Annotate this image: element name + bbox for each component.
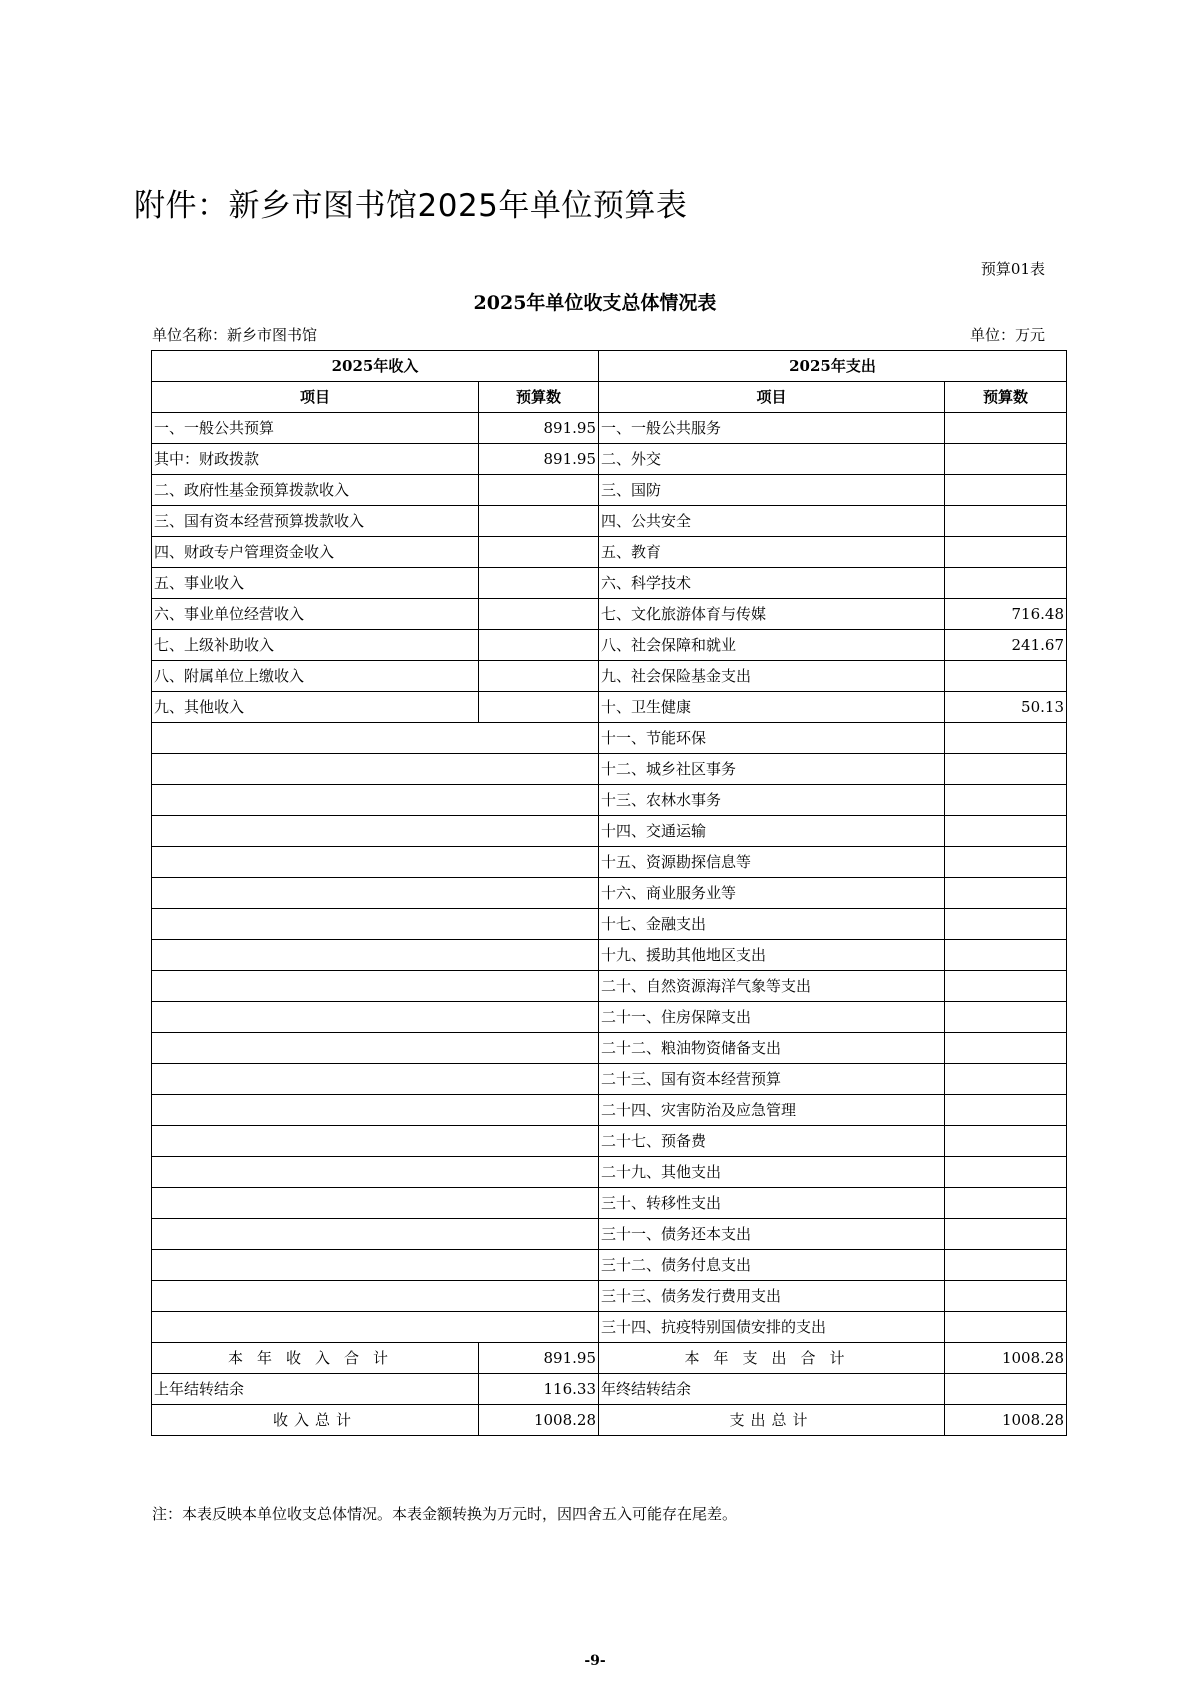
table-row xyxy=(152,1250,1067,1281)
table-row xyxy=(152,537,1067,568)
table-row xyxy=(152,506,1067,537)
table-row xyxy=(152,878,1067,909)
expense-item-header: 项目 xyxy=(599,382,945,413)
expense-item-cell: 一、一般公共服务 xyxy=(599,413,945,444)
income-blank-cell xyxy=(152,785,599,816)
expense-amount-cell xyxy=(945,878,1067,909)
table-note: 注：本表反映本单位收支总体情况。本表金额转换为万元时，因四舍五入可能存在尾差。 xyxy=(152,1505,738,1523)
expense-item-cell: 二十三、国有资本经营预算 xyxy=(599,1064,945,1095)
table-row xyxy=(152,971,1067,1002)
expense-item-cell: 二十四、灾害防治及应急管理 xyxy=(599,1095,945,1126)
income-blank-cell xyxy=(152,1188,599,1219)
year-end-value xyxy=(945,1374,1067,1405)
income-item-cell: 六、事业单位经营收入 xyxy=(152,599,479,630)
expense-amount-header: 预算数 xyxy=(945,382,1067,413)
income-blank-cell xyxy=(152,1002,599,1033)
income-item-cell: 五、事业收入 xyxy=(152,568,479,599)
expense-header: 2025年支出 xyxy=(599,351,1067,382)
expense-item-cell: 四、公共安全 xyxy=(599,506,945,537)
income-item-cell: 八、附属单位上缴收入 xyxy=(152,661,479,692)
expense-amount-cell xyxy=(945,909,1067,940)
expense-amount-cell xyxy=(945,1002,1067,1033)
table-row xyxy=(152,1064,1067,1095)
income-amount-cell xyxy=(479,599,599,630)
income-total-value: 891.95 xyxy=(479,1343,599,1374)
table-row xyxy=(152,413,1067,444)
income-amount-cell xyxy=(479,568,599,599)
budget-table xyxy=(151,350,1067,1436)
expense-amount-cell: 241.67 xyxy=(945,630,1067,661)
unit-label: 单位：万元 xyxy=(969,326,1045,344)
expense-item-cell: 十九、援助其他地区支出 xyxy=(599,940,945,971)
income-blank-cell xyxy=(152,1250,599,1281)
expense-amount-cell xyxy=(945,475,1067,506)
table-row xyxy=(152,568,1067,599)
income-blank-cell xyxy=(152,1033,599,1064)
table-row xyxy=(152,754,1067,785)
expense-item-cell: 三十、转移性支出 xyxy=(599,1188,945,1219)
income-blank-cell xyxy=(152,1281,599,1312)
expense-amount-cell xyxy=(945,1095,1067,1126)
table-row xyxy=(152,1157,1067,1188)
income-amount-header: 预算数 xyxy=(479,382,599,413)
expense-item-cell: 二十、自然资源海洋气象等支出 xyxy=(599,971,945,1002)
income-blank-cell xyxy=(152,878,599,909)
grand-expense-value: 1008.28 xyxy=(945,1405,1067,1436)
expense-item-cell: 十四、交通运输 xyxy=(599,816,945,847)
table-row xyxy=(152,1126,1067,1157)
expense-item-cell: 八、社会保障和就业 xyxy=(599,630,945,661)
table-row xyxy=(152,444,1067,475)
income-item-cell: 一、一般公共预算 xyxy=(152,413,479,444)
table-row xyxy=(152,785,1067,816)
income-blank-cell xyxy=(152,1095,599,1126)
grand-income-value: 1008.28 xyxy=(479,1405,599,1436)
expense-item-cell: 十六、商业服务业等 xyxy=(599,878,945,909)
grand-expense-label: 支出总计 xyxy=(599,1405,945,1436)
expense-amount-cell xyxy=(945,506,1067,537)
carryover-label: 上年结转结余 xyxy=(152,1374,479,1405)
form-code: 预算01表 xyxy=(980,260,1045,278)
income-blank-cell xyxy=(152,847,599,878)
income-blank-cell xyxy=(152,940,599,971)
income-amount-cell xyxy=(479,506,599,537)
expense-amount-cell xyxy=(945,568,1067,599)
expense-item-cell: 十、卫生健康 xyxy=(599,692,945,723)
expense-amount-cell xyxy=(945,1064,1067,1095)
income-item-header: 项目 xyxy=(152,382,479,413)
income-item-cell: 七、上级补助收入 xyxy=(152,630,479,661)
table-row xyxy=(152,661,1067,692)
income-amount-cell xyxy=(479,630,599,661)
table-row xyxy=(152,909,1067,940)
expense-item-cell: 十一、节能环保 xyxy=(599,723,945,754)
expense-amount-cell xyxy=(945,413,1067,444)
expense-amount-cell xyxy=(945,940,1067,971)
income-amount-cell xyxy=(479,692,599,723)
unit-name: 单位名称：新乡市图书馆 xyxy=(152,326,318,344)
income-amount-cell: 891.95 xyxy=(479,413,599,444)
expense-amount-cell xyxy=(945,785,1067,816)
expense-amount-cell xyxy=(945,723,1067,754)
expense-amount-cell xyxy=(945,444,1067,475)
page-number: -9- xyxy=(584,1653,606,1669)
income-header: 2025年收入 xyxy=(152,351,599,382)
table-row xyxy=(152,1033,1067,1064)
expense-amount-cell xyxy=(945,661,1067,692)
year-end-label: 年终结转结余 xyxy=(599,1374,945,1405)
expense-item-cell: 七、文化旅游体育与传媒 xyxy=(599,599,945,630)
totals-body xyxy=(152,1343,1067,1436)
table-row xyxy=(152,847,1067,878)
table-row xyxy=(152,816,1067,847)
income-blank-cell xyxy=(152,723,599,754)
income-blank-cell xyxy=(152,1157,599,1188)
expense-item-cell: 十三、农林水事务 xyxy=(599,785,945,816)
expense-amount-cell xyxy=(945,1250,1067,1281)
expense-amount-cell xyxy=(945,1033,1067,1064)
document-title: 附件：新乡市图书馆2025年单位预算表 xyxy=(134,188,688,224)
expense-item-cell: 三十四、抗疫特别国债安排的支出 xyxy=(599,1312,945,1343)
table-row xyxy=(152,1188,1067,1219)
income-item-cell: 二、政府性基金预算拨款收入 xyxy=(152,475,479,506)
expense-item-cell: 三、国防 xyxy=(599,475,945,506)
expense-item-cell: 二十一、住房保障支出 xyxy=(599,1002,945,1033)
income-blank-cell xyxy=(152,971,599,1002)
table-row xyxy=(152,692,1067,723)
expense-amount-cell xyxy=(945,847,1067,878)
annual-total-row xyxy=(152,1343,1067,1374)
expense-amount-cell xyxy=(945,1312,1067,1343)
income-total-label: 本年收入合计 xyxy=(152,1343,479,1374)
expense-item-cell: 二十九、其他支出 xyxy=(599,1157,945,1188)
carryover-value: 116.33 xyxy=(479,1374,599,1405)
table-row xyxy=(152,1281,1067,1312)
column-header-row xyxy=(152,382,1067,413)
expense-item-cell: 十五、资源勘探信息等 xyxy=(599,847,945,878)
expense-amount-cell xyxy=(945,1157,1067,1188)
income-blank-cell xyxy=(152,1312,599,1343)
income-blank-cell xyxy=(152,816,599,847)
expense-item-cell: 三十三、债务发行费用支出 xyxy=(599,1281,945,1312)
table-row xyxy=(152,723,1067,754)
income-blank-cell xyxy=(152,909,599,940)
grand-total-row xyxy=(152,1405,1067,1436)
table-row xyxy=(152,475,1067,506)
section-header-row xyxy=(152,351,1067,382)
expense-item-cell: 十七、金融支出 xyxy=(599,909,945,940)
expense-item-cell: 六、科学技术 xyxy=(599,568,945,599)
expense-total-label: 本年支出合计 xyxy=(599,1343,945,1374)
income-blank-cell xyxy=(152,1219,599,1250)
expense-amount-cell xyxy=(945,754,1067,785)
expense-amount-cell: 50.13 xyxy=(945,692,1067,723)
expense-item-cell: 三十二、债务付息支出 xyxy=(599,1250,945,1281)
expense-amount-cell xyxy=(945,971,1067,1002)
expense-item-cell: 二十七、预备费 xyxy=(599,1126,945,1157)
expense-item-cell: 三十一、债务还本支出 xyxy=(599,1219,945,1250)
expense-amount-cell xyxy=(945,1219,1067,1250)
income-amount-cell xyxy=(479,537,599,568)
expense-amount-cell xyxy=(945,1281,1067,1312)
income-blank-cell xyxy=(152,1126,599,1157)
income-blank-cell xyxy=(152,1064,599,1095)
expense-amount-cell xyxy=(945,537,1067,568)
expense-amount-cell: 716.48 xyxy=(945,599,1067,630)
expense-item-cell: 二十二、粮油物资储备支出 xyxy=(599,1033,945,1064)
table-title: 2025年单位收支总体情况表 xyxy=(473,292,717,314)
income-blank-cell xyxy=(152,754,599,785)
grand-income-label: 收入总计 xyxy=(152,1405,479,1436)
expense-total-value: 1008.28 xyxy=(945,1343,1067,1374)
income-item-cell: 四、财政专户管理资金收入 xyxy=(152,537,479,568)
expense-amount-cell xyxy=(945,1188,1067,1219)
table-row xyxy=(152,1002,1067,1033)
expense-item-cell: 九、社会保险基金支出 xyxy=(599,661,945,692)
income-amount-cell xyxy=(479,475,599,506)
carryover-row xyxy=(152,1374,1067,1405)
expense-item-cell: 二、外交 xyxy=(599,444,945,475)
table-row xyxy=(152,1219,1067,1250)
expense-item-cell: 十二、城乡社区事务 xyxy=(599,754,945,785)
table-row xyxy=(152,1312,1067,1343)
income-amount-cell xyxy=(479,661,599,692)
expense-item-cell: 五、教育 xyxy=(599,537,945,568)
table-row xyxy=(152,1095,1067,1126)
table-row xyxy=(152,630,1067,661)
income-item-cell: 三、国有资本经营预算拨款收入 xyxy=(152,506,479,537)
income-amount-cell: 891.95 xyxy=(479,444,599,475)
table-body xyxy=(152,413,1067,1343)
expense-amount-cell xyxy=(945,816,1067,847)
table-row xyxy=(152,599,1067,630)
income-item-cell: 其中：财政拨款 xyxy=(152,444,479,475)
table-row xyxy=(152,940,1067,971)
income-item-cell: 九、其他收入 xyxy=(152,692,479,723)
expense-amount-cell xyxy=(945,1126,1067,1157)
